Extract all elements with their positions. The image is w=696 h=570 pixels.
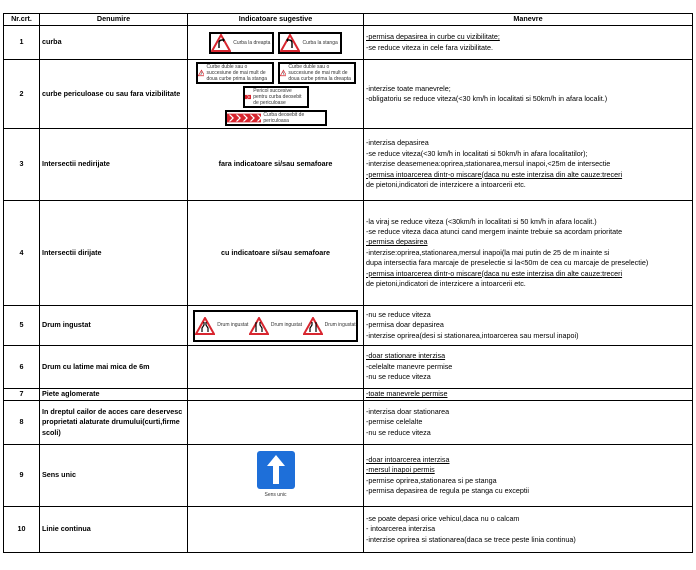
row-number: 10 [4,507,40,553]
sign-caption: Curba la dreapta [233,39,271,46]
maneuver-line: -nu se reduce viteza [366,427,431,437]
maneuver-line: -permise celelalte [366,417,423,427]
row-maneuvers [364,129,693,201]
table-row [4,507,693,553]
row-signs [188,60,364,129]
row-name: Intersectii dirijate [40,201,188,306]
maneuver-line: -permisa depasirea in curbe cu vizibilitate; [366,32,500,42]
sign-caption: Pericol succesive pentru curba deosebit de periculoase [253,88,302,106]
maneuver-line: -se poate depasi orice vehicul,daca nu o calcam [366,513,520,523]
row-maneuvers [364,507,693,553]
maneuver-line: -interzisa depasirea [366,138,429,148]
maneuver-line: -permisa depasirea [366,237,428,247]
row-maneuvers [364,445,693,507]
sign-curve-right [209,32,274,54]
table-row [4,306,693,346]
sign-caption: Drum ingustat [270,322,303,329]
sign-caption: Drum ingustat [217,322,249,329]
row-number: 3 [4,129,40,201]
row-name: Piete aglomerate [40,389,188,401]
row-signs-empty [188,389,364,401]
curve-right-icon [211,34,231,52]
row-number: 7 [4,389,40,401]
header-indicatoare: Indicatoare sugestive [188,14,364,26]
sign-chevron-board [225,110,327,126]
row-number: 8 [4,401,40,445]
narrow-road-right-icon [249,317,269,335]
row-signs [188,445,364,507]
sign-narrow-both [195,317,248,335]
row-name: Drum cu latime mai mica de 6m [40,346,188,389]
maneuver-line: -interzise:oprirea,stationarea,mersul inapoi(la mai putin de 25 de m inainte si [366,247,610,257]
sign-double-curve-right [278,62,356,84]
header-nr: Nr.crt. [4,14,40,26]
row-name: Intersectii nedirijate [40,129,188,201]
sign-caption: Curbe duble sau o succesiune de mai mult de doua curbe prima la dreapta [288,64,351,82]
maneuvers-table [3,13,693,553]
row-name: In dreptul cailor de acces care deservesc proprietati alaturate drumului(curti,firme scoli) [40,401,188,445]
row-signs [188,306,364,346]
maneuver-line: -permisa intoarcerea dintr-o miscare(daca nu este interzisa din alte cauze:treceri [366,268,623,278]
maneuver-line: - intoarcerea interzisa [366,524,436,534]
table-row [4,445,693,507]
row-name: Drum ingustat [40,306,188,346]
header-denumire: Denumire [40,14,188,26]
maneuver-line: -interzisa doar stationarea [366,406,450,416]
maneuver-line: de pietoni,indicatori de interzicere a intoarcerii etc. [366,279,526,289]
sign-narrow-left [303,317,356,335]
row-name: Linie continua [40,507,188,553]
row-name: Sens unic [40,445,188,507]
narrow-road-both-icon [195,317,215,335]
row-maneuvers [364,401,693,445]
row-signs-text: cu indicatoare si/sau semafoare [188,201,364,306]
row-name: curba [40,26,188,60]
curve-left-icon [280,34,300,52]
row-number: 4 [4,201,40,306]
sign-double-curve-left [196,62,274,84]
maneuver-line: -mersul inapoi permis [366,465,435,475]
sign-caption: Curbe duble sau o succesiune de mai mult de doua curbe prima la stanga [206,64,268,82]
sign-one-way [256,450,296,500]
maneuver-line: -doar stationare interzisa [366,351,446,361]
header-row [4,14,693,26]
header-manevre: Manevre [364,14,693,26]
maneuver-line: -nu se reduce viteza [366,309,431,319]
maneuver-line: -nu se reduce viteza [366,372,431,382]
row-maneuvers [364,26,693,60]
table-row [4,60,693,129]
double-curve-right-icon [280,65,287,81]
row-number: 1 [4,26,40,60]
chevron-right-icon [245,92,252,102]
maneuver-line: -interzise toate manevrele; [366,83,451,93]
sign-chevron-single [243,86,309,108]
sign-narrow-right [249,317,302,335]
maneuver-line: -interzise deasemenea:oprirea,stationarea,mersul inapoi,<25m de intersectie [366,159,611,169]
chevron-board-icon [227,113,262,123]
maneuver-line: -interzise oprirea si stationarea(daca se trece peste linia continua) [366,534,576,544]
table-row [4,129,693,201]
maneuver-line: -se reduce viteza daca atunci cand mergem inainte trebuie sa acordam prioritate [366,226,623,236]
table-row [4,26,693,60]
table-row [4,401,693,445]
maneuver-line: -se reduce viteza in cele fara vizibilitate. [366,42,494,52]
row-maneuvers [364,60,693,129]
row-number: 5 [4,306,40,346]
narrow-road-signs [193,310,358,342]
sign-caption: Sens unic [264,492,287,499]
row-number: 9 [4,445,40,507]
row-number: 6 [4,346,40,389]
sign-curve-left [278,32,341,54]
sign-caption: Curba deosebit de periculoasa [263,112,305,124]
table-row [4,201,693,306]
maneuver-line: -celelalte manevre permise [366,361,453,371]
row-maneuvers [364,389,693,401]
row-signs-empty [188,401,364,445]
sign-caption: Drum ingustat [324,322,356,329]
maneuver-line: -se reduce viteza(<30 km/h in localitati si 50km/h in afara localitatilor); [366,148,588,158]
row-name: curbe periculoase cu sau fara vizibilitate [40,60,188,129]
maneuver-line: -permise oprirea,stationarea si pe stanga [366,475,497,485]
table-row [4,346,693,389]
maneuver-line: -doar intoarcerea interzisa [366,454,450,464]
maneuver-line: de pietoni,indicatori de interzicere a intoarcerii etc. [366,180,526,190]
double-curve-left-icon [198,65,205,81]
row-signs [188,26,364,60]
one-way-arrow-icon [256,450,296,490]
row-signs-empty [188,346,364,389]
row-maneuvers [364,346,693,389]
maneuver-line: -interzise oprirea(desi si stationarea,intoarcerea sau mersul inapoi) [366,330,579,340]
maneuver-line: -la viraj se reduce viteza (<30km/h in localitati si 50 km/h in afara localit.) [366,216,597,226]
maneuver-line: -permisa doar depasirea [366,320,444,330]
maneuver-line: -obligatoriu se reduce viteza(<30 km/h in localitati si 50km/h in afara localit.) [366,94,608,103]
row-maneuvers [364,306,693,346]
maneuver-line: -permisa intoarcerea dintr-o miscare(daca nu este interzisa din alte cauze:treceri [366,169,623,179]
row-number: 2 [4,60,40,129]
sign-caption: Curba la stanga [302,39,338,46]
row-signs-empty [188,507,364,553]
table-row [4,389,693,401]
row-maneuvers [364,201,693,306]
maneuver-line: dupa intersectia fara marcaje de preselectie si la<50m de cea cu marcaje de preselectie) [366,258,649,268]
row-signs-text: fara indicatoare si/sau semafoare [188,129,364,201]
maneuver-line: -permisa depasirea de regula pe stanga cu exceptii [366,485,530,495]
maneuver-line: -toate manevrele permise [366,389,448,399]
narrow-road-left-icon [303,317,323,335]
